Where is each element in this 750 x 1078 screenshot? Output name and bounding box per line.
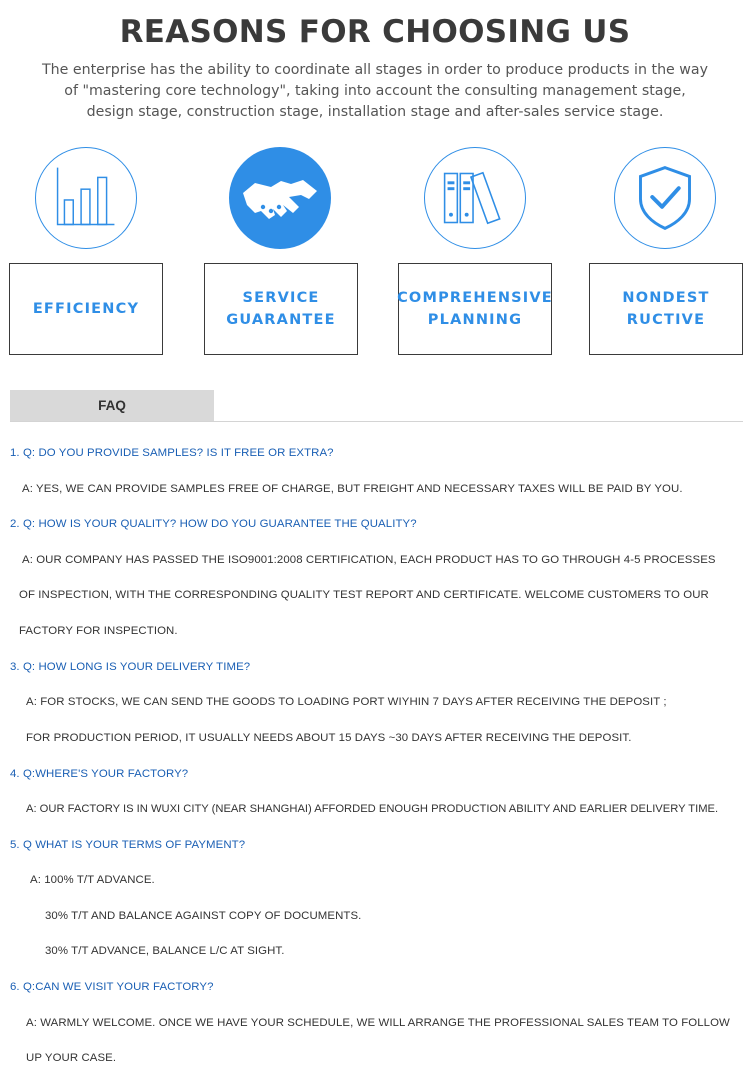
faq-answer-5-line1: A: 100% T/T ADVANCE. xyxy=(30,874,155,886)
planning-circle xyxy=(424,147,526,249)
faq-answer-2-line1: A: OUR COMPANY HAS PASSED THE ISO9001:2008 CERTIFICATION, EACH PRODUCT HAS TO GO THROUGH 4-5 PROCESSES xyxy=(22,554,716,566)
nondestructive-circle xyxy=(614,147,716,249)
faq-answer-2-line2: OF INSPECTION, WITH THE CORRESPONDING QUALITY TEST REPORT AND CERTIFICATE. WELCOME CUSTOMERS TO OUR xyxy=(19,589,709,601)
feature-comprehensive-planning: COMPREHENSIVE PLANNING xyxy=(398,263,552,355)
faq-answer-5-line3: 30% T/T ADVANCE, BALANCE L/C AT SIGHT. xyxy=(45,945,285,957)
faq-answer-2-line3: FACTORY FOR INSPECTION. xyxy=(19,625,178,637)
feature-efficiency: EFFICIENCY xyxy=(9,263,163,355)
faq-answer-6-line2: UP YOUR CASE. xyxy=(26,1052,117,1064)
intro-text: The enterprise has the ability to coordinate all stages in order to produce products in the way of "mastering core technology", taking into account the consulting management stage, design stage, construction stage, installation stage and after-sales service stage. xyxy=(41,62,708,120)
feature-nondestructive: NONDEST RUCTIVE xyxy=(589,263,743,355)
feature-service-guarantee: SERVICE GUARANTEE xyxy=(204,263,358,355)
faq-divider xyxy=(10,421,743,422)
efficiency-circle xyxy=(35,147,137,249)
faq-answer-6-line1: A: WARMLY WELCOME. ONCE WE HAVE YOUR SCHEDULE, WE WILL ARRANGE THE PROFESSIONAL SALES TEAM TO FOLLOW xyxy=(26,1017,730,1029)
faq-question-3: 3. Q: HOW LONG IS YOUR DELIVERY TIME? xyxy=(10,661,251,673)
faq-question-6: 6. Q:CAN WE VISIT YOUR FACTORY? xyxy=(10,981,214,993)
faq-answer-4: A: OUR FACTORY IS IN WUXI CITY (NEAR SHANGHAI) AFFORDED ENOUGH PRODUCTION ABILITY AND EARLIER DELIVERY TIME. xyxy=(26,803,719,815)
faq-question-5: 5. Q WHAT IS YOUR TERMS OF PAYMENT? xyxy=(10,839,246,851)
faq-answer-3-line2: FOR PRODUCTION PERIOD, IT USUALLY NEEDS ABOUT 15 DAYS ~30 DAYS AFTER RECEIVING THE DEPOSIT. xyxy=(26,732,632,744)
faq-answer-3-line1: A: FOR STOCKS, WE CAN SEND THE GOODS TO LOADING PORT WIYHIN 7 DAYS AFTER RECEIVING THE DEPOSIT ; xyxy=(26,696,667,708)
faq-tab[interactable]: FAQ xyxy=(10,390,214,421)
bar-chart-icon xyxy=(36,147,136,249)
shield-check-icon xyxy=(615,147,715,249)
faq-question-1: 1. Q: DO YOU PROVIDE SAMPLES? IS IT FREE OR EXTRA? xyxy=(10,447,334,459)
service-circle xyxy=(229,147,331,249)
faq-answer-5-line2: 30% T/T AND BALANCE AGAINST COPY OF DOCUMENTS. xyxy=(45,910,362,922)
page-title: REASONS FOR CHOOSING US xyxy=(119,14,631,50)
handshake-icon xyxy=(229,147,331,249)
faq-answer-1: A: YES, WE CAN PROVIDE SAMPLES FREE OF CHARGE, BUT FREIGHT AND NECESSARY TAXES WILL BE PAID BY YOU. xyxy=(22,483,683,495)
faq-question-2: 2. Q: HOW IS YOUR QUALITY? HOW DO YOU GUARANTEE THE QUALITY? xyxy=(10,518,417,530)
faq-question-4: 4. Q:WHERE'S YOUR FACTORY? xyxy=(10,768,189,780)
binders-icon xyxy=(425,147,525,249)
